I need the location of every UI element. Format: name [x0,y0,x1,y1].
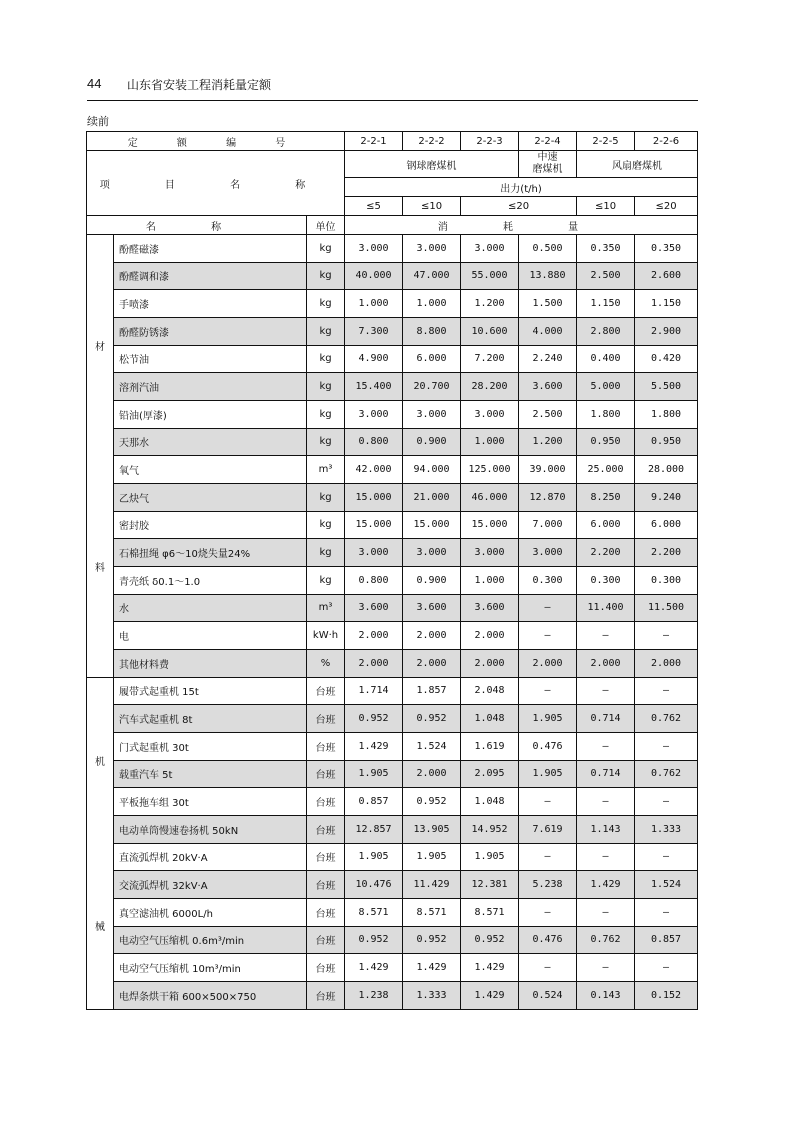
row-name: 电动单筒慢速卷扬机 50kN [114,815,307,843]
value-cell: 9.240 [635,483,698,511]
capacity-cell: ≤5 [345,197,403,216]
value-cell: 42.000 [345,456,403,484]
value-cell: 1.000 [461,566,519,594]
value-cell: — [519,788,577,816]
group-line: 磨煤机 [532,164,563,175]
value-cell: 2.000 [345,622,403,650]
value-cell: 15.400 [345,373,403,401]
consumption-label: 消 耗 量 [345,216,698,235]
value-cell: 1.905 [345,843,403,871]
value-cell: 2.500 [519,400,577,428]
capacity-cell: ≤20 [635,197,698,216]
row-name: 汽车式起重机 8t [114,705,307,733]
row-name: 平板拖车组 30t [114,788,307,816]
value-cell: 6.000 [403,345,461,373]
code-cell: 2-2-3 [461,132,519,151]
continued-label: 续前 [87,115,109,128]
value-cell: — [635,788,698,816]
capacity-cell: ≤10 [577,197,635,216]
value-cell: 0.950 [577,428,635,456]
table-row [87,511,698,539]
row-name: 青壳纸 δ0.1～1.0 [114,566,307,594]
table-row [87,373,698,401]
value-cell: 0.952 [345,705,403,733]
value-cell: 2.000 [635,649,698,677]
value-cell: 5.500 [635,373,698,401]
value-cell: 8.571 [345,898,403,926]
value-cell: 1.619 [461,732,519,760]
row-unit: kg [307,483,345,511]
value-cell: 8.250 [577,483,635,511]
value-cell: 1.429 [577,871,635,899]
materials-category [87,235,114,678]
value-cell: 15.000 [461,511,519,539]
group-row [87,151,698,178]
value-cell: 1.048 [461,788,519,816]
value-cell: 0.952 [403,926,461,954]
value-cell: 20.700 [403,373,461,401]
category-char: 械 [95,922,105,934]
value-cell: 2.240 [519,345,577,373]
row-unit: 台班 [307,705,345,733]
value-cell: 1.857 [403,677,461,705]
value-cell: 1.429 [461,981,519,1009]
code-row [87,132,698,151]
value-cell: 15.000 [345,511,403,539]
table-row [87,290,698,318]
value-cell: — [577,898,635,926]
name-label: 名 称 [87,216,307,235]
value-cell: 1.333 [635,815,698,843]
row-name: 乙炔气 [114,483,307,511]
value-cell: 11.429 [403,871,461,899]
value-cell: 1.150 [577,290,635,318]
value-cell: 28.000 [635,456,698,484]
row-unit: kg [307,345,345,373]
code-cell: 2-2-2 [403,132,461,151]
table-row [87,677,698,705]
value-cell: 0.152 [635,981,698,1009]
value-cell: 1.200 [519,428,577,456]
value-cell: 5.000 [577,373,635,401]
value-cell: 0.857 [345,788,403,816]
value-cell: 0.714 [577,705,635,733]
value-cell: 0.762 [577,926,635,954]
group-line: 中速 [537,152,558,163]
table-row [87,981,698,1009]
value-cell: 3.000 [519,539,577,567]
value-cell: 7.000 [519,511,577,539]
category-chars [87,235,113,677]
row-unit: kg [307,400,345,428]
row-name: 真空滤油机 6000L/h [114,898,307,926]
value-cell: 2.800 [577,317,635,345]
value-cell: 1.333 [403,981,461,1009]
row-name: 履带式起重机 15t [114,677,307,705]
value-cell: 1.429 [403,954,461,982]
value-cell: 1.905 [461,843,519,871]
value-cell: 0.300 [635,566,698,594]
row-unit: 台班 [307,981,345,1009]
value-cell: 2.900 [635,317,698,345]
value-cell: 0.420 [635,345,698,373]
value-cell: 2.500 [577,262,635,290]
row-unit: kg [307,511,345,539]
row-name: 交流弧焊机 32kV·A [114,871,307,899]
row-name: 电动空气压缩机 0.6m³/min [114,926,307,954]
value-cell: 0.952 [403,788,461,816]
value-cell: 1.000 [461,428,519,456]
table-row [87,732,698,760]
value-cell: 94.000 [403,456,461,484]
value-cell: 3.000 [403,400,461,428]
value-cell: 0.800 [345,566,403,594]
row-name: 氧气 [114,456,307,484]
value-cell: 0.900 [403,428,461,456]
value-cell: 0.714 [577,760,635,788]
row-name: 电焊条烘干箱 600×500×750 [114,981,307,1009]
value-cell: 0.143 [577,981,635,1009]
value-cell: — [577,732,635,760]
value-cell: 13.905 [403,815,461,843]
value-cell: 39.000 [519,456,577,484]
value-cell: — [635,677,698,705]
row-unit: kg [307,290,345,318]
row-unit: 台班 [307,815,345,843]
row-unit: 台班 [307,843,345,871]
category-char: 机 [95,756,105,768]
value-cell: 3.600 [461,594,519,622]
value-cell: 0.300 [577,566,635,594]
table-row [87,566,698,594]
value-cell: 3.600 [345,594,403,622]
value-cell: — [635,898,698,926]
row-unit: kW·h [307,622,345,650]
table-row [87,898,698,926]
capacity-cell: ≤20 [461,197,577,216]
value-cell: 1.429 [345,732,403,760]
table-row [87,235,698,263]
page-number: 44 [87,76,102,91]
value-cell: 28.200 [461,373,519,401]
value-cell: 8.800 [403,317,461,345]
value-cell: 10.600 [461,317,519,345]
value-cell: 0.857 [635,926,698,954]
value-cell: 1.000 [345,290,403,318]
table-row [87,843,698,871]
row-unit: m³ [307,456,345,484]
value-cell: 1.800 [635,400,698,428]
table-row [87,262,698,290]
value-cell: — [519,954,577,982]
row-unit: 台班 [307,732,345,760]
row-name: 铅油(厚漆) [114,400,307,428]
header-rule [87,100,698,101]
value-cell: 11.400 [577,594,635,622]
value-cell: 10.476 [345,871,403,899]
table-row [87,815,698,843]
value-cell: 3.600 [519,373,577,401]
row-name: 石棉扭绳 φ6～10烧失量24% [114,539,307,567]
code-cell: 2-2-1 [345,132,403,151]
code-cell: 2-2-6 [635,132,698,151]
value-cell: 5.238 [519,871,577,899]
table-row [87,483,698,511]
value-cell: 1.048 [461,705,519,733]
row-name: 酚醛调和漆 [114,262,307,290]
row-unit: % [307,649,345,677]
table-row [87,317,698,345]
capacity-cell: ≤10 [403,197,461,216]
category-chars [87,678,113,1009]
value-cell: 0.800 [345,428,403,456]
value-cell: 12.870 [519,483,577,511]
value-cell: — [577,677,635,705]
row-unit: kg [307,539,345,567]
value-cell: 3.000 [403,539,461,567]
value-cell: 55.000 [461,262,519,290]
value-cell: 2.000 [577,649,635,677]
value-cell: 2.000 [345,649,403,677]
row-name: 酚醛磁漆 [114,235,307,263]
value-cell: 40.000 [345,262,403,290]
value-cell: 2.000 [461,649,519,677]
row-unit: 台班 [307,954,345,982]
value-cell: 0.762 [635,705,698,733]
value-cell: 3.000 [461,235,519,263]
value-cell: 14.952 [461,815,519,843]
table-row [87,788,698,816]
row-unit: kg [307,566,345,594]
value-cell: 0.950 [635,428,698,456]
value-cell: — [577,788,635,816]
value-cell: 2.600 [635,262,698,290]
row-name: 电 [114,622,307,650]
value-cell: — [519,594,577,622]
value-cell: 25.000 [577,456,635,484]
value-cell: 7.300 [345,317,403,345]
value-cell: 15.000 [345,483,403,511]
output-label: 出力(t/h) [345,178,698,197]
row-name: 天那水 [114,428,307,456]
value-cell: 3.000 [461,400,519,428]
value-cell: 2.000 [519,649,577,677]
value-cell: 0.952 [345,926,403,954]
value-cell: — [577,954,635,982]
value-cell: 4.000 [519,317,577,345]
category-char: 料 [95,562,105,574]
value-cell: 8.571 [461,898,519,926]
value-cell: 3.000 [403,235,461,263]
table-row [87,428,698,456]
table-row [87,345,698,373]
value-cell: 21.000 [403,483,461,511]
value-cell: 1.143 [577,815,635,843]
value-cell: — [577,622,635,650]
table-row [87,539,698,567]
value-cell: 1.200 [461,290,519,318]
value-cell: 0.900 [403,566,461,594]
value-cell: 0.952 [403,705,461,733]
value-cell: 2.000 [403,649,461,677]
value-cell: — [635,954,698,982]
value-cell: 12.857 [345,815,403,843]
value-cell: 1.714 [345,677,403,705]
value-cell: 1.905 [403,843,461,871]
group-fan-mill: 风扇磨煤机 [577,151,698,178]
row-name: 直流弧焊机 20kV·A [114,843,307,871]
value-cell: — [635,843,698,871]
item-label: 项 目 名 称 [87,151,345,216]
value-cell: 3.000 [345,400,403,428]
value-cell: 0.400 [577,345,635,373]
row-unit: m³ [307,594,345,622]
row-unit: 台班 [307,760,345,788]
value-cell: 3.600 [403,594,461,622]
value-cell: — [519,622,577,650]
row-name: 载重汽车 5t [114,760,307,788]
row-unit: kg [307,373,345,401]
value-cell: 0.952 [461,926,519,954]
group-medium-speed-mill [519,151,577,178]
value-cell: 0.350 [577,235,635,263]
table-row [87,760,698,788]
value-cell: 3.000 [345,235,403,263]
table-row [87,400,698,428]
row-unit: 台班 [307,788,345,816]
value-cell: 1.905 [519,705,577,733]
value-cell: 1.238 [345,981,403,1009]
value-cell: 6.000 [635,511,698,539]
value-cell: — [635,622,698,650]
row-unit: 台班 [307,898,345,926]
value-cell: 0.350 [635,235,698,263]
row-name: 松节油 [114,345,307,373]
value-cell: 2.000 [403,622,461,650]
table-row [87,456,698,484]
value-cell: 1.500 [519,290,577,318]
table-row [87,705,698,733]
value-cell: 0.762 [635,760,698,788]
category-char: 材 [95,341,105,353]
machinery-category [87,677,114,1009]
row-name: 酚醛防锈漆 [114,317,307,345]
value-cell: 13.880 [519,262,577,290]
table-row [87,594,698,622]
value-cell: 15.000 [403,511,461,539]
row-unit: kg [307,235,345,263]
value-cell: 1.524 [403,732,461,760]
value-cell: 1.429 [345,954,403,982]
table-row [87,649,698,677]
value-cell: — [577,843,635,871]
value-cell: 1.524 [635,871,698,899]
value-cell: 1.150 [635,290,698,318]
value-cell: 2.048 [461,677,519,705]
row-unit: 台班 [307,926,345,954]
value-cell: 1.800 [577,400,635,428]
value-cell: 0.476 [519,926,577,954]
unit-label: 单位 [307,216,345,235]
value-cell: 11.500 [635,594,698,622]
value-cell: 7.200 [461,345,519,373]
value-cell: 4.900 [345,345,403,373]
quota-table [86,131,698,1010]
value-cell: — [519,843,577,871]
row-unit: 台班 [307,677,345,705]
row-name: 门式起重机 30t [114,732,307,760]
value-cell: 0.500 [519,235,577,263]
value-cell: 1.000 [403,290,461,318]
value-cell: 7.619 [519,815,577,843]
value-cell: 12.381 [461,871,519,899]
value-cell: — [635,732,698,760]
row-unit: kg [307,317,345,345]
table-row [87,954,698,982]
table-row [87,871,698,899]
value-cell: 2.000 [461,622,519,650]
column-header-row [87,216,698,235]
value-cell: 0.476 [519,732,577,760]
page-header [87,74,698,100]
value-cell: 3.000 [461,539,519,567]
row-unit: 台班 [307,871,345,899]
value-cell: 8.571 [403,898,461,926]
row-name: 密封胶 [114,511,307,539]
book-title: 山东省安装工程消耗量定额 [127,78,272,92]
code-cell: 2-2-5 [577,132,635,151]
value-cell: 125.000 [461,456,519,484]
value-cell: 2.200 [577,539,635,567]
value-cell: 1.905 [345,760,403,788]
value-cell: 2.095 [461,760,519,788]
row-name: 电动空气压缩机 10m³/min [114,954,307,982]
value-cell: 1.905 [519,760,577,788]
value-cell: 2.200 [635,539,698,567]
code-label: 定 额 编 号 [87,132,345,151]
row-name: 其他材料费 [114,649,307,677]
table-row [87,926,698,954]
row-name: 溶剂汽油 [114,373,307,401]
value-cell: 0.524 [519,981,577,1009]
group-ball-mill: 钢球磨煤机 [345,151,519,178]
table-row [87,622,698,650]
value-cell: 6.000 [577,511,635,539]
value-cell: 0.300 [519,566,577,594]
value-cell: — [519,898,577,926]
value-cell: 46.000 [461,483,519,511]
row-name: 手喷漆 [114,290,307,318]
code-cell: 2-2-4 [519,132,577,151]
row-name: 水 [114,594,307,622]
value-cell: 2.000 [403,760,461,788]
value-cell: 3.000 [345,539,403,567]
row-unit: kg [307,262,345,290]
row-unit: kg [307,428,345,456]
value-cell: — [519,677,577,705]
value-cell: 1.429 [461,954,519,982]
value-cell: 47.000 [403,262,461,290]
